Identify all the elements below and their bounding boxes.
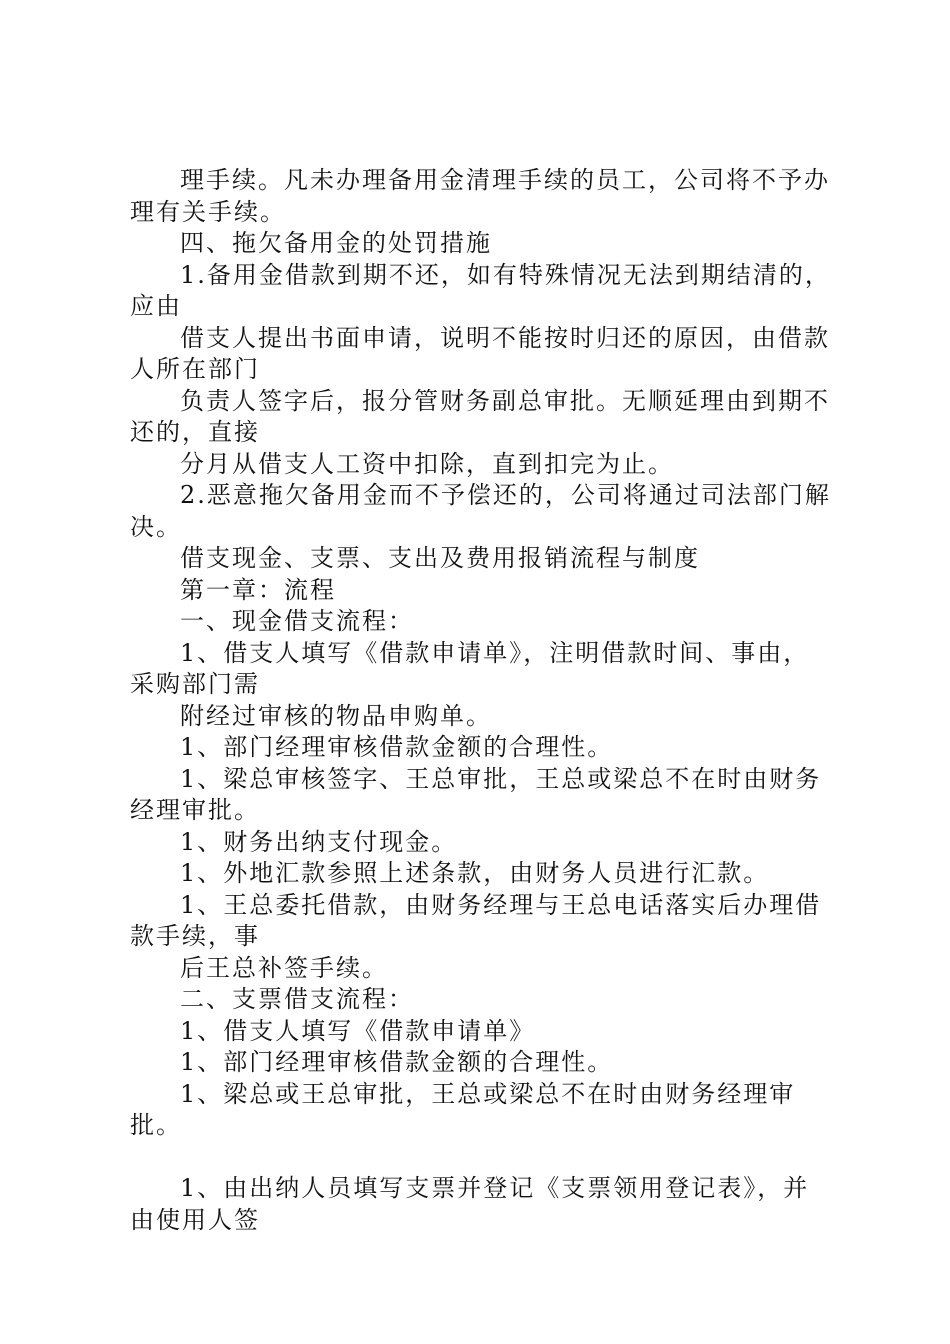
paragraph: 1、部门经理审核借款金额的合理性。 xyxy=(180,733,614,761)
paragraph: 2.恶意拖欠备用金而不予偿还的，公司将通过司法部门解决。 xyxy=(130,481,831,541)
document-title: 借支现金、支票、支出及费用报销流程与制度 xyxy=(180,544,700,572)
paragraph: 1、外地汇款参照上述条款，由财务人员进行汇款。 xyxy=(180,859,770,887)
section-heading: 一、现金借支流程： xyxy=(180,607,414,635)
blank-line xyxy=(130,1142,835,1174)
paragraph: 1、由出纳人员填写支票并登记《支票领用登记表》，并由使用人签 xyxy=(130,1174,810,1234)
paragraph: 1、财务出纳支付现金。 xyxy=(180,827,458,856)
paragraph: 理手续。凡未办理备用金清理手续的员工，公司将不予办理有关手续。 xyxy=(130,166,830,226)
paragraph: 1.备用金借款到期不还，如有特殊情况无法到期结清的，应由 xyxy=(130,260,831,320)
paragraph: 借支人提出书面申请，说明不能按时归还的原因，由借款人所在部门 xyxy=(130,323,830,383)
paragraph: 负责人签字后，报分管财务副总审批。无顺延理由到期不还的，直接 xyxy=(130,386,830,446)
document-body xyxy=(130,165,835,1236)
paragraph: 后王总补签手续。 xyxy=(180,953,388,982)
paragraph: 1、借支人填写《借款申请单》 xyxy=(180,1016,536,1045)
paragraph: 1、梁总审核签字、王总审批，王总或梁总不在时由财务经理审批。 xyxy=(130,764,822,824)
paragraph: 附经过审核的物品申购单。 xyxy=(180,701,492,730)
paragraph: 1、借支人填写《借款申请单》，注明借款时间、事由，采购部门需 xyxy=(130,638,810,698)
section-heading: 四、拖欠备用金的处罚措施 xyxy=(180,229,492,257)
section-heading: 二、支票借支流程： xyxy=(180,985,414,1013)
paragraph: 1、王总委托借款，由财务经理与王总电话落实后办理借款手续，事 xyxy=(130,890,822,950)
paragraph: 1、部门经理审核借款金额的合理性。 xyxy=(180,1048,614,1076)
paragraph: 1、梁总或王总审批，王总或梁总不在时由财务经理审批。 xyxy=(130,1079,796,1139)
paragraph: 分月从借支人工资中扣除，直到扣完为止。 xyxy=(180,449,674,478)
chapter-heading: 第一章：流程 xyxy=(180,575,336,604)
